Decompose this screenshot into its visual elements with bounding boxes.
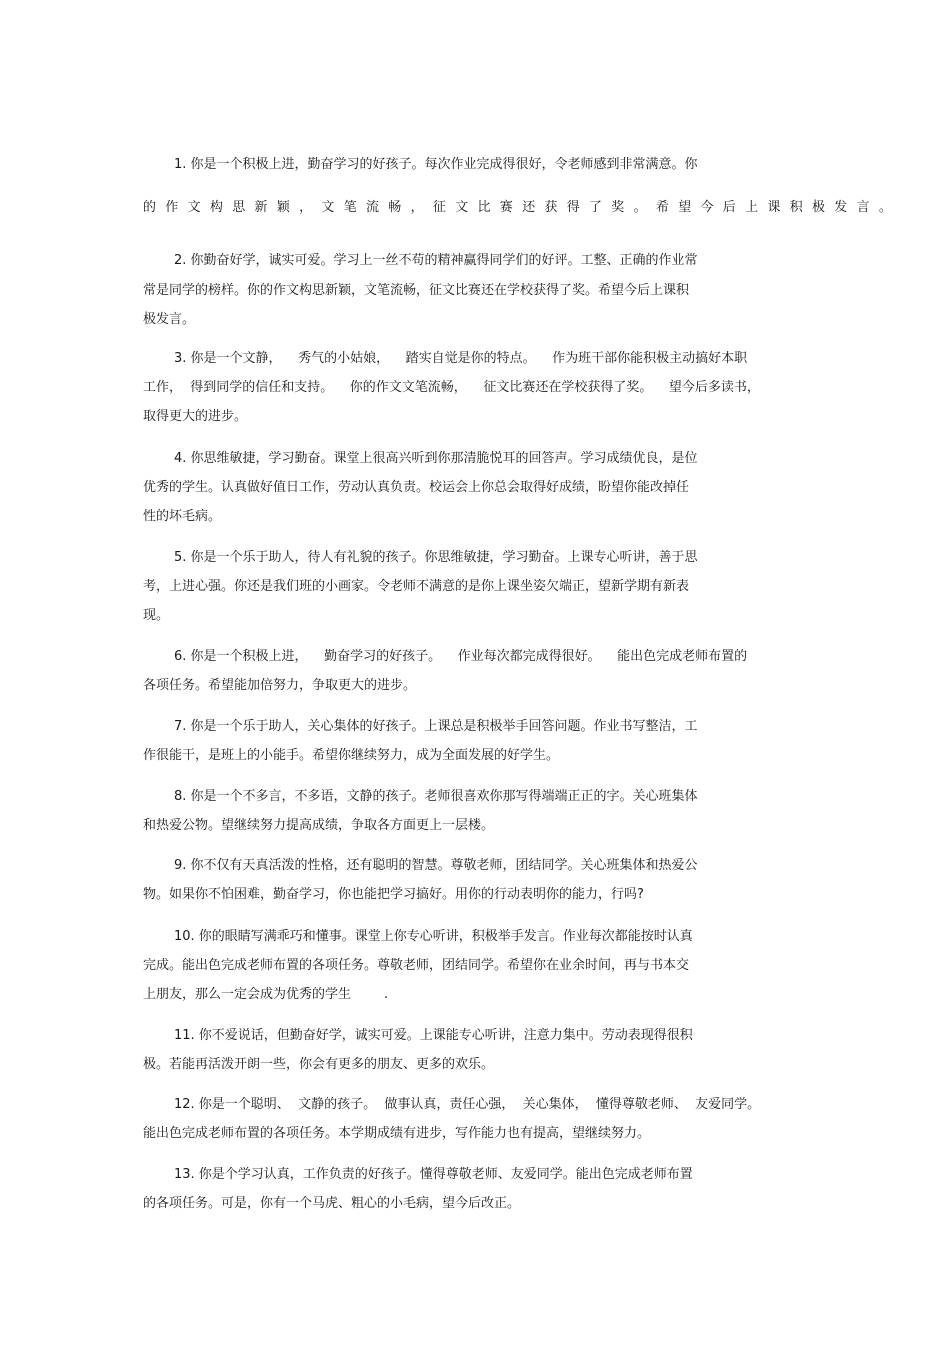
entry-10-line-1: 10. 你的眼睛写满乖巧和懂事。课堂上你专心听讲，积极举手发言。作业每次都能按时认真: [174, 929, 693, 944]
entry-2-line-3: 极发言。: [143, 312, 196, 327]
entry-3-line-1: 3. 你是一个文静， 秀气的小姑娘， 踏实自觉是你的特点。 作为班干部你能积极主动搞好本职: [174, 351, 748, 366]
entry-9-line-1: 9. 你不仅有天真活泼的性格，还有聪明的智慧。尊敬老师，团结同学。关心班集体和热爱公: [174, 858, 698, 873]
entry-11-line-1: 11. 你不爱说话，但勤奋好学，诚实可爱。上课能专心听讲，注意力集中。劳动表现得很积: [174, 1028, 693, 1043]
entry-13-line-2: 的各项任务。可是，你有一个马虎、粗心的小毛病，望今后改正。: [143, 1196, 521, 1211]
entry-4-line-2: 优秀的学生。认真做好值日工作，劳动认真负责。校运会上你总会取得好成绩，盼望你能改掉任: [143, 480, 690, 495]
entry-12-line-2: 能出色完成老师布置的各项任务。本学期成绩有进步，写作能力也有提高，望继续努力。: [143, 1126, 651, 1141]
entry-2-line-2: 常是同学的榜样。你的作文构思新颖，文笔流畅，征文比赛还在学校获得了奖。希望今后上课积: [143, 283, 690, 298]
entry-6-line-2: 各项任务。希望能加倍努力，争取更大的进步。: [143, 678, 417, 693]
entry-12-line-1: 12. 你是一个聪明、 文静的孩子。 做事认真，责任心强， 关心集体， 懂得尊敬老师、 友爱同学。: [174, 1097, 761, 1112]
entry-13-line-1: 13. 你是个学习认真，工作负责的好孩子。懂得尊敬老师、友爱同学。能出色完成老师布置: [174, 1167, 693, 1182]
entry-10-line-3: 上朋友，那么一定会成为优秀的学生 .: [143, 987, 389, 1002]
entry-7-line-1: 7. 你是一个乐于助人，关心集体的好孩子。上课总是积极举手回答问题。作业书写整洁，工: [174, 719, 698, 734]
entry-8-line-1: 8. 你是一个不多言，不多语，文静的孩子。老师很喜欢你那写得端端正正的字。关心班集体: [174, 789, 698, 804]
entry-5-line-1: 5. 你是一个乐于助人，待人有礼貌的孩子。你思维敏捷，学习勤奋。上课专心听讲，善于思: [174, 550, 698, 565]
entry-1-line-1: 1. 你是一个积极上进，勤奋学习的好孩子。每次作业完成得很好，令老师感到非常满意。你: [174, 157, 698, 172]
entry-8-line-2: 和热爱公物。望继续努力提高成绩，争取各方面更上一层楼。: [143, 818, 495, 833]
entry-10-line-2: 完成。能出色完成老师布置的各项任务。尊敬老师，团结同学。希望你在业余时间，再与书本交: [143, 958, 690, 973]
entry-6-line-1: 6. 你是一个积极上进， 勤奋学习的好孩子。 作业每次都完成得很好。 能出色完成老师布置的: [174, 649, 748, 664]
entry-3-line-2: 工作， 得到同学的信任和支持。 你的作文文笔流畅， 征文比赛还在学校获得了奖。 望今后多读书，: [143, 380, 760, 395]
entry-3-line-3: 取得更大的进步。: [143, 409, 248, 424]
entry-9-line-2: 物。如果你不怕困难，勤奋学习，你也能把学习搞好。用你的行动表明你的能力，行吗?: [143, 887, 644, 902]
entry-2-line-1: 2. 你勤奋好学，诚实可爱。学习上一丝不苟的精神赢得同学们的好评。工整、正确的作业常: [174, 253, 698, 268]
entry-7-line-2: 作很能干，是班上的小能手。希望你继续努力，成为全面发展的好学生。: [143, 748, 560, 763]
entry-1-line-2: 的作文构思新颖，文笔流畅，征文比赛还获得了奖。希望今后上课积极发言。: [143, 200, 902, 215]
entry-4-line-1: 4. 你思维敏捷，学习勤奋。课堂上很高兴听到你那清脆悦耳的回答声。学习成绩优良，是位: [174, 451, 698, 466]
entry-5-line-3: 现。: [143, 608, 170, 623]
entry-4-line-3: 性的坏毛病。: [143, 509, 222, 524]
entry-11-line-2: 极。若能再活泼开朗一些，你会有更多的朋友、更多的欢乐。: [143, 1057, 495, 1072]
entry-5-line-2: 考，上进心强。你还是我们班的小画家。令老师不满意的是你上课坐姿欠端正，望新学期有新表: [143, 579, 690, 594]
